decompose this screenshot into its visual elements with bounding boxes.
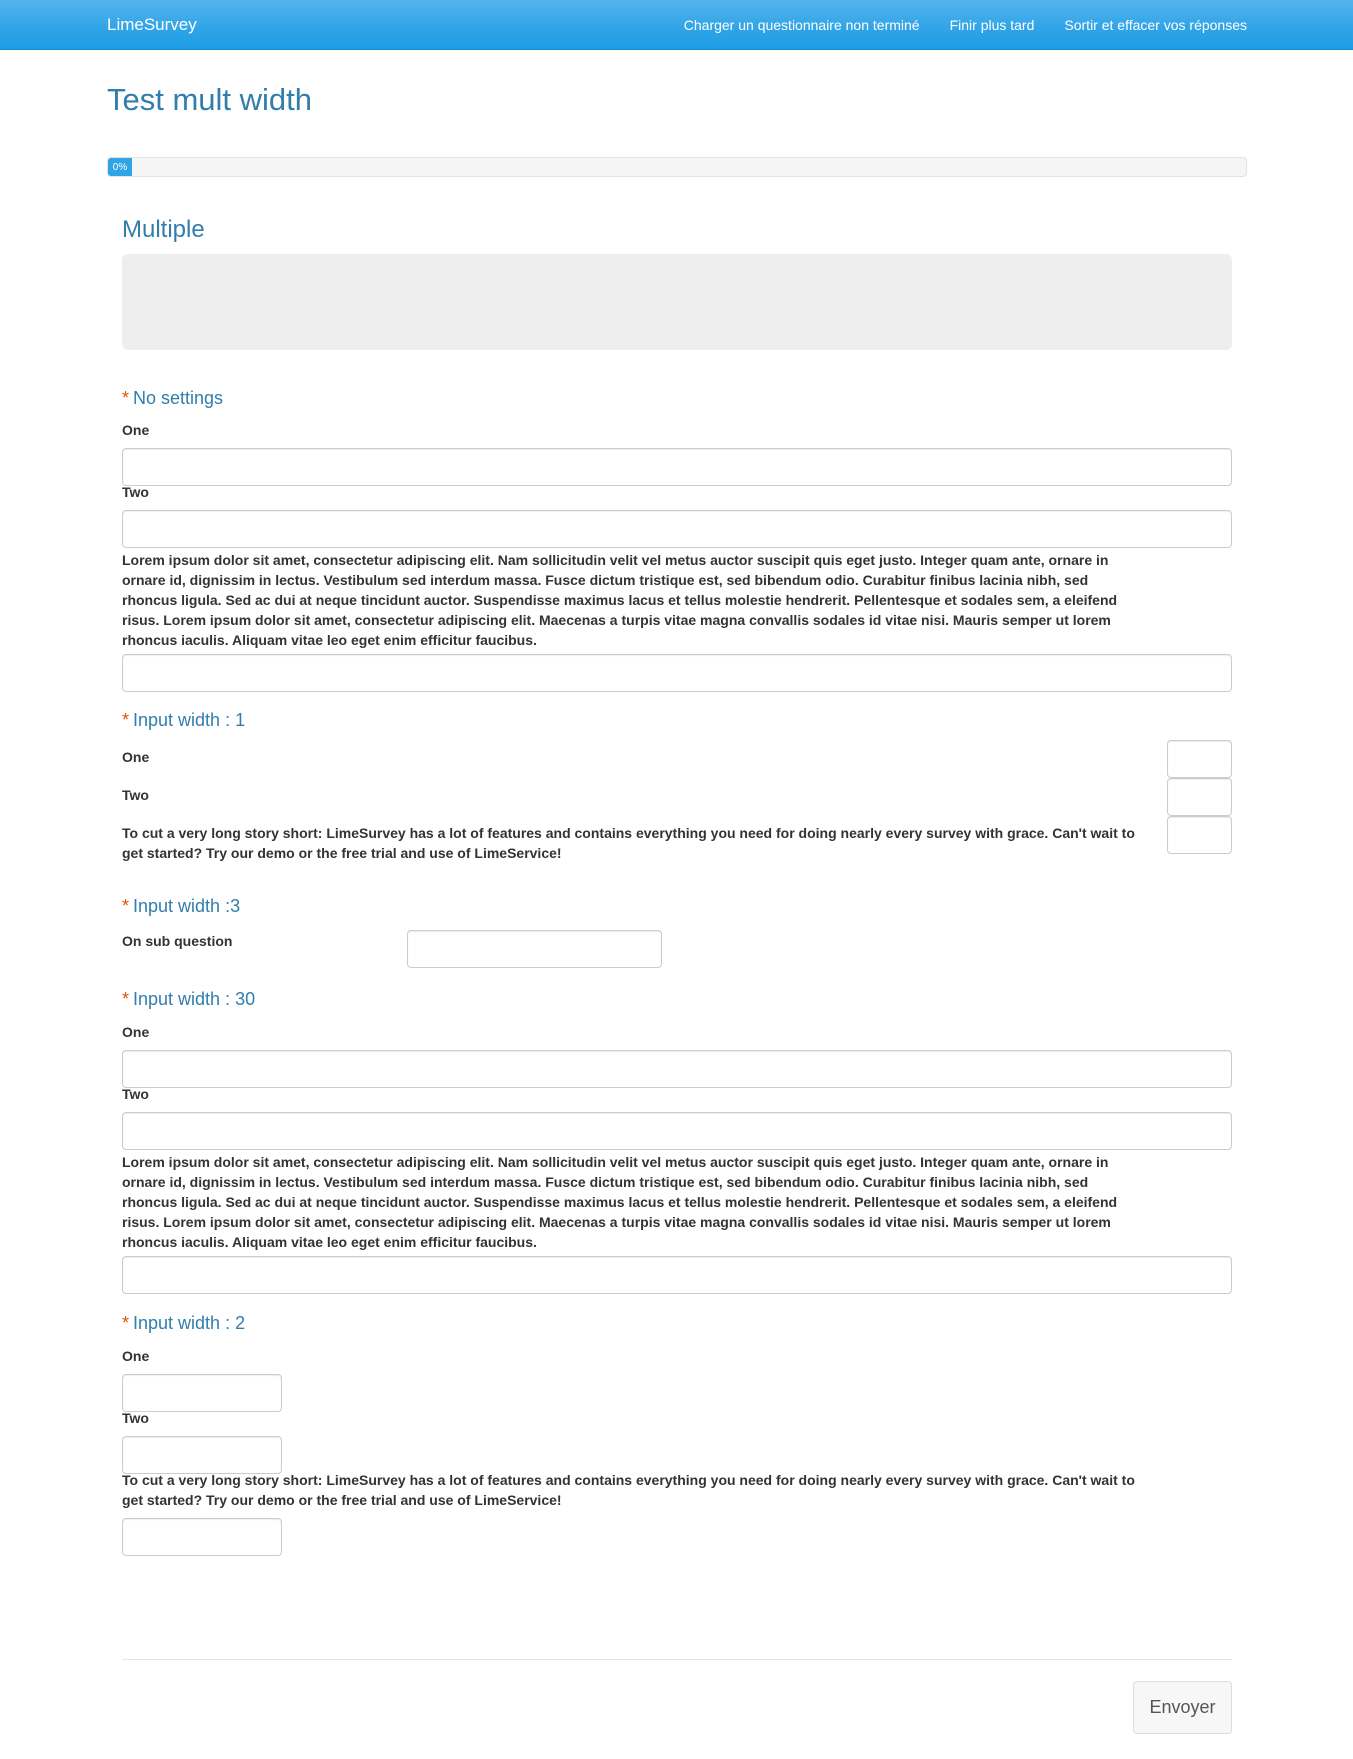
answer-input[interactable] xyxy=(122,1050,1232,1088)
navbar-links xyxy=(684,17,1247,33)
answer-input[interactable] xyxy=(407,930,662,968)
question-title: * Input width : 1 xyxy=(122,710,246,730)
required-marker: * xyxy=(122,896,130,916)
exit-clear-link[interactable]: Sortir et effacer vos réponses xyxy=(1064,17,1247,33)
answer-input[interactable] xyxy=(1167,778,1232,816)
progress-bar xyxy=(107,157,1247,177)
subquestion-label: To cut a very long story short: LimeSurvey has a lot of features and contains everything you need for doing nearly every survey with grace. Can't wait to get started? Try our demo or the free trial and use of LimeService! xyxy=(122,825,1135,861)
answer-input[interactable] xyxy=(122,1518,282,1556)
answer-input[interactable] xyxy=(122,510,1232,548)
subquestion-label: Two xyxy=(122,1086,149,1102)
answer-input[interactable] xyxy=(122,1436,282,1474)
answer-input[interactable] xyxy=(122,1256,1232,1294)
required-marker: * xyxy=(122,710,130,730)
subquestion-label: One xyxy=(122,1348,150,1364)
question-title: * No settings xyxy=(122,388,224,408)
group-title: Multiple xyxy=(122,216,205,243)
subquestion-label: To cut a very long story short: LimeSurvey has a lot of features and contains everything you need for doing nearly every survey with grace. Can't wait to get started? Try our demo or the free trial and use of LimeService! xyxy=(122,1472,1135,1508)
answer-input[interactable] xyxy=(122,1374,282,1412)
brand-logo-text[interactable]: LimeSurvey xyxy=(107,15,197,34)
answer-input[interactable] xyxy=(122,1112,1232,1150)
question-title: * Input width :3 xyxy=(122,896,241,916)
subquestion-label: Lorem ipsum dolor sit amet, consectetur adipiscing elit. Nam sollicitudin velit vel metus auctor suscipit quis eget justo. Integer quam ante, ornare in ornare id, dignissim in lectus. Vestibulum sed interdum massa. Fusce dictum tristique est, sed bibendum odio. Curabitur finibus lacinia nibh, sed rhoncus ligula. Sed ac dui at neque tincidunt auctor. Suspendisse maximus lacus et tellus molestie hendrerit. Pellentesque et sodales sem, a eleifend risus. Lorem ipsum dolor sit amet, consectetur adipiscing elit. Maecenas a turpis vitae magna convallis sodales id vitae nisi. Mauris semper ut lorem rhoncus iaculis. Aliquam vitae leo eget enim efficitur faucibus. xyxy=(122,1154,1118,1250)
footer-divider xyxy=(122,1659,1232,1660)
subquestion-label: Two xyxy=(122,484,149,500)
answer-input[interactable] xyxy=(1167,740,1232,778)
subquestion-label: One xyxy=(122,422,150,438)
answer-input[interactable] xyxy=(122,654,1232,692)
question-title: * Input width : 2 xyxy=(122,1313,246,1333)
answer-input[interactable] xyxy=(1167,816,1232,854)
submit-button[interactable]: Envoyer xyxy=(1133,1681,1232,1734)
subquestion-label: One xyxy=(122,1024,150,1040)
subquestion-label: Two xyxy=(122,1410,149,1426)
required-marker: * xyxy=(122,989,130,1009)
load-unfinished-link[interactable]: Charger un questionnaire non terminé xyxy=(683,17,920,33)
navbar xyxy=(0,0,1353,50)
question-title: * Input width : 30 xyxy=(122,989,256,1009)
group-description xyxy=(122,254,1232,350)
answer-input[interactable] xyxy=(122,448,1232,486)
progress-fill: 0% xyxy=(108,158,132,176)
subquestion-label: Two xyxy=(122,787,149,803)
finish-later-link[interactable]: Finir plus tard xyxy=(949,17,1035,33)
subquestion-label: On sub question xyxy=(122,933,233,949)
survey-title: Test mult width xyxy=(107,82,313,117)
subquestion-label: One xyxy=(122,749,150,765)
subquestion-label: Lorem ipsum dolor sit amet, consectetur adipiscing elit. Nam sollicitudin velit vel metus auctor suscipit quis eget justo. Integer quam ante, ornare in ornare id, dignissim in lectus. Vestibulum sed interdum massa. Fusce dictum tristique est, sed bibendum odio. Curabitur finibus lacinia nibh, sed rhoncus ligula. Sed ac dui at neque tincidunt auctor. Suspendisse maximus lacus et tellus molestie hendrerit. Pellentesque et sodales sem, a eleifend risus. Lorem ipsum dolor sit amet, consectetur adipiscing elit. Maecenas a turpis vitae magna convallis sodales id vitae nisi. Mauris semper ut lorem rhoncus iaculis. Aliquam vitae leo eget enim efficitur faucibus. xyxy=(122,552,1118,648)
required-marker: * xyxy=(122,388,130,408)
required-marker: * xyxy=(122,1313,130,1333)
